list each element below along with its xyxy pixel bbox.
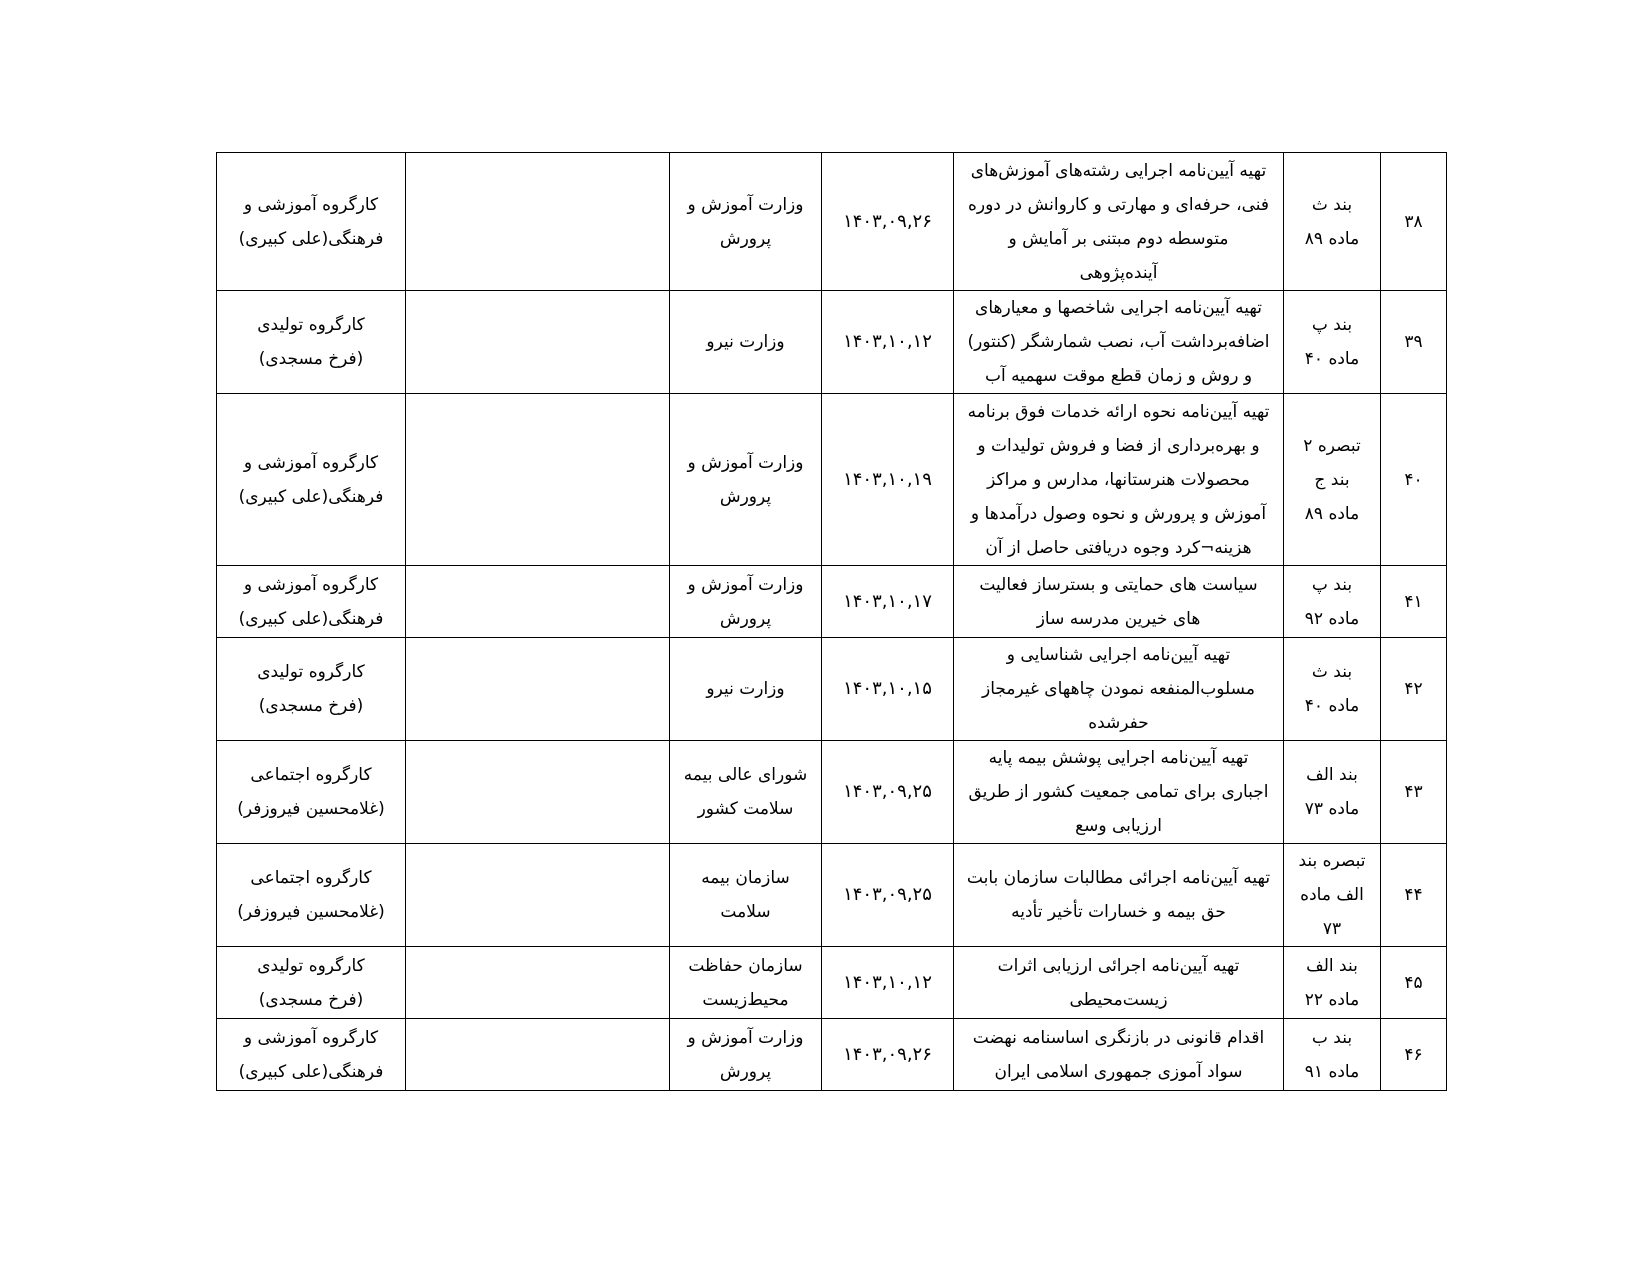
title-cell: اقدام قانونی در بازنگری اساسنامه نهضت سواد آموزی جمهوری اسلامی ایران — [954, 1019, 1284, 1091]
title-cell: تهیه آیین‌نامه اجرایی شناسایی و مسلوب‌المنفعه نمودن چاههای غیرمجاز حفرشده — [954, 638, 1284, 741]
row-number-cell: ۴۶ — [1381, 1019, 1447, 1091]
table-row — [217, 638, 1447, 741]
workgroup-cell: کارگروه اجتماعی (غلامحسین فیروزفر) — [217, 741, 406, 844]
table-row — [217, 153, 1447, 291]
title-cell: تهیه آیین‌نامه اجرایی رشته‌های آموزش‌های فنی، حرفه‌ای و مهارتی و کاروانش در دوره متوسطه دوم مبتنی بر آمایش و آینده‌پژوهی — [954, 153, 1284, 291]
organization-cell: وزارت نیرو — [670, 638, 822, 741]
empty-cell — [406, 947, 670, 1019]
workgroup-cell: کارگروه اجتماعی (غلامحسین فیروزفر) — [217, 844, 406, 947]
table-body — [217, 153, 1447, 1091]
organization-cell: وزارت آموزش و پرورش — [670, 394, 822, 566]
table-row — [217, 394, 1447, 566]
empty-cell — [406, 394, 670, 566]
title-cell: تهیه آیین‌نامه اجرایی شاخصها و معیارهای اضافه‌برداشت آب، نصب شمارشگر (کنتور) و روش و زمان قطع موقت سهمیه آب — [954, 291, 1284, 394]
date-cell: ۱۴۰۳,۱۰,۱۵ — [822, 638, 954, 741]
empty-cell — [406, 153, 670, 291]
clause-cell: تبصره ۲ بند ج ماده ۸۹ — [1284, 394, 1381, 566]
date-cell: ۱۴۰۳,۱۰,۱۷ — [822, 566, 954, 638]
organization-cell: سازمان بیمه سلامت — [670, 844, 822, 947]
table-row — [217, 291, 1447, 394]
row-number-cell: ۳۹ — [1381, 291, 1447, 394]
date-cell: ۱۴۰۳,۰۹,۲۶ — [822, 1019, 954, 1091]
workgroup-cell: کارگروه آموزشی و فرهنگی(علی کبیری) — [217, 1019, 406, 1091]
title-cell: سیاست های حمایتی و بسترساز فعالیت های خیرین مدرسه ساز — [954, 566, 1284, 638]
empty-cell — [406, 566, 670, 638]
organization-cell: شورای عالی بیمه سلامت کشور — [670, 741, 822, 844]
date-cell: ۱۴۰۳,۰۹,۲۶ — [822, 153, 954, 291]
table-row — [217, 844, 1447, 947]
title-cell: تهیه آیین‌نامه نحوه ارائه خدمات فوق برنامه و بهره‌برداری از فضا و فروش تولیدات و محصولات هنرستانها، مدارس و مراکز آموزش و پرورش و نحوه وصول درآمدها و هزینه¬کرد وجوه دریافتی حاصل از آن — [954, 394, 1284, 566]
empty-cell — [406, 741, 670, 844]
clause-cell: بند الف ماده ۲۲ — [1284, 947, 1381, 1019]
date-cell: ۱۴۰۳,۰۹,۲۵ — [822, 844, 954, 947]
clause-cell: تبصره بند الف ماده ۷۳ — [1284, 844, 1381, 947]
row-number-cell: ۳۸ — [1381, 153, 1447, 291]
empty-cell — [406, 291, 670, 394]
organization-cell: وزارت آموزش و پرورش — [670, 566, 822, 638]
organization-cell: وزارت نیرو — [670, 291, 822, 394]
empty-cell — [406, 844, 670, 947]
organization-cell: سازمان حفاظت محیط‌زیست — [670, 947, 822, 1019]
table-row — [217, 741, 1447, 844]
workgroup-cell: کارگروه آموزشی و فرهنگی(علی کبیری) — [217, 394, 406, 566]
table-row — [217, 1019, 1447, 1091]
clause-cell: بند پ ماده ۴۰ — [1284, 291, 1381, 394]
clause-cell: بند ث ماده ۴۰ — [1284, 638, 1381, 741]
table-row — [217, 947, 1447, 1019]
workgroup-cell: کارگروه آموزشی و فرهنگی(علی کبیری) — [217, 566, 406, 638]
title-cell: تهیه آیین‌نامه اجرائی ارزیابی اثرات زیست‌محیطی — [954, 947, 1284, 1019]
title-cell: تهیه آیین‌نامه اجرایی پوشش بیمه پایه اجباری برای تمامی جمعیت کشور از طریق ارزیابی وسع — [954, 741, 1284, 844]
row-number-cell: ۴۰ — [1381, 394, 1447, 566]
workgroup-cell: کارگروه تولیدی (فرخ مسجدی) — [217, 291, 406, 394]
date-cell: ۱۴۰۳,۱۰,۱۹ — [822, 394, 954, 566]
row-number-cell: ۴۲ — [1381, 638, 1447, 741]
workgroup-cell: کارگروه تولیدی (فرخ مسجدی) — [217, 947, 406, 1019]
clause-cell: بند الف ماده ۷۳ — [1284, 741, 1381, 844]
date-cell: ۱۴۰۳,۱۰,۱۲ — [822, 947, 954, 1019]
date-cell: ۱۴۰۳,۱۰,۱۲ — [822, 291, 954, 394]
clause-cell: بند ب ماده ۹۱ — [1284, 1019, 1381, 1091]
empty-cell — [406, 1019, 670, 1091]
row-number-cell: ۴۵ — [1381, 947, 1447, 1019]
row-number-cell: ۴۱ — [1381, 566, 1447, 638]
date-cell: ۱۴۰۳,۰۹,۲۵ — [822, 741, 954, 844]
organization-cell: وزارت آموزش و پرورش — [670, 153, 822, 291]
clause-cell: بند پ ماده ۹۲ — [1284, 566, 1381, 638]
workgroup-cell: کارگروه تولیدی (فرخ مسجدی) — [217, 638, 406, 741]
workgroup-cell: کارگروه آموزشی و فرهنگی(علی کبیری) — [217, 153, 406, 291]
table-row — [217, 566, 1447, 638]
title-cell: تهیه آیین‌نامه اجرائی مطالبات سازمان بابت حق بیمه و خسارات تأخیر تأدیه — [954, 844, 1284, 947]
organization-cell: وزارت آموزش و پرورش — [670, 1019, 822, 1091]
empty-cell — [406, 638, 670, 741]
row-number-cell: ۴۴ — [1381, 844, 1447, 947]
clause-cell: بند ث ماده ۸۹ — [1284, 153, 1381, 291]
row-number-cell: ۴۳ — [1381, 741, 1447, 844]
document-table — [216, 152, 1447, 1091]
